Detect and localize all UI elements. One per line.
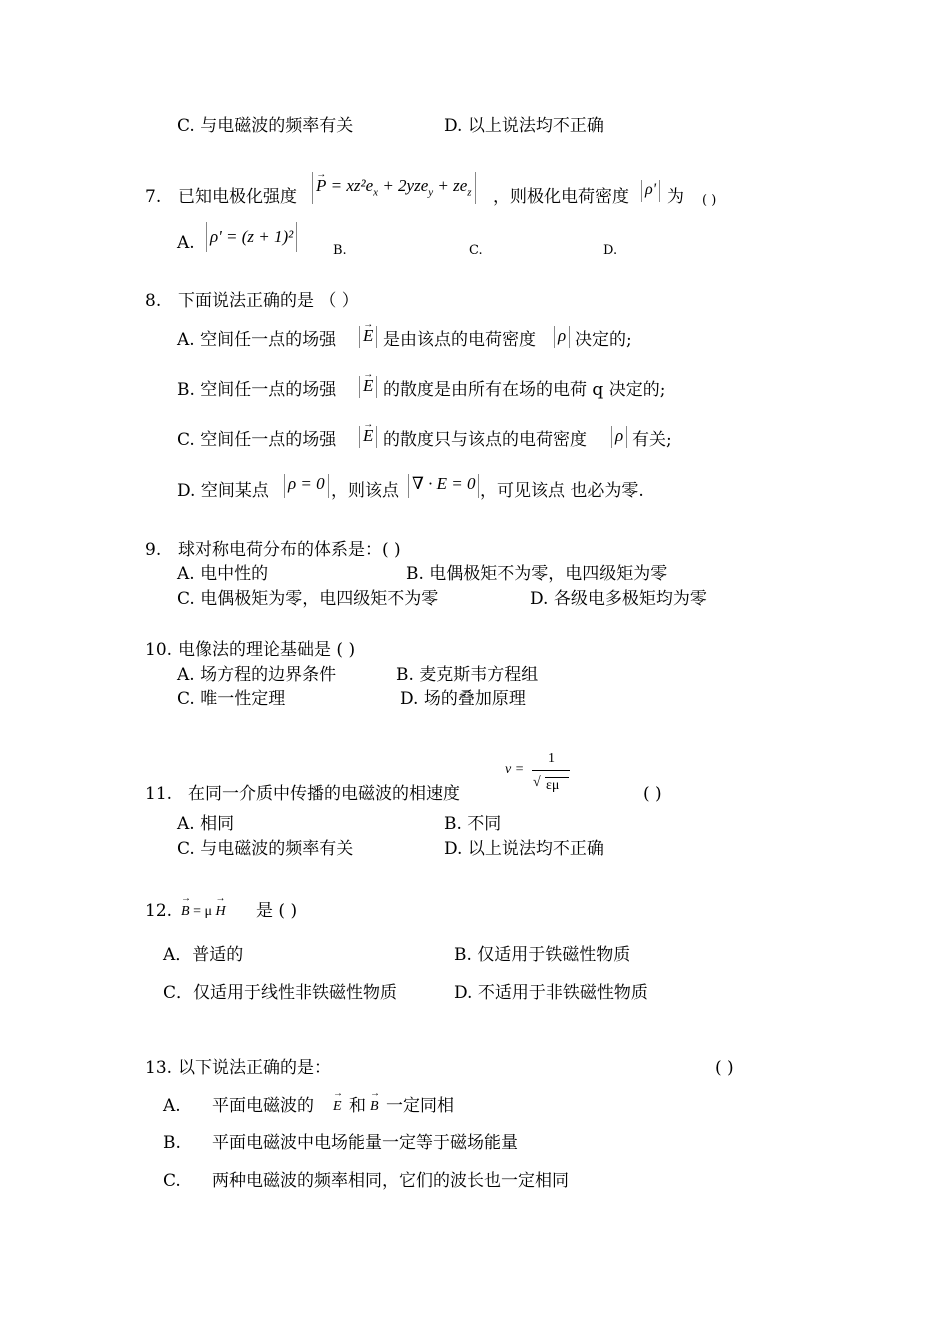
q8-option-d-2: ，则该点 <box>331 481 399 501</box>
q11-fraction-numerator: 1 <box>548 751 555 766</box>
q9-option-d: D. 各级电多极矩均为零 <box>530 589 707 609</box>
q8-option-c-E <box>359 426 377 448</box>
q13-number: 13. <box>145 1058 173 1078</box>
q7-formula-term1: = xz²e <box>330 176 374 195</box>
q13-option-a-E <box>333 1099 342 1115</box>
q11-v-equals: v = <box>505 762 525 777</box>
q9-number: 9. <box>145 540 162 560</box>
q9-option-c: C. 电偶极矩为零，电四级矩不为零 <box>177 589 439 609</box>
q7-number: 7. <box>145 187 162 207</box>
q11-option-d: D. 以上说法均不正确 <box>444 839 604 859</box>
q7-polarization-formula: → $P = xz^2e_x + 2yze_y + ze_z$ <box>312 172 476 204</box>
q8-option-d-1: D. 空间某点 <box>177 481 269 501</box>
q8-option-a-rho: ρ <box>554 326 570 348</box>
q8-option-a-2: 是由该点的电荷密度 <box>383 330 536 350</box>
q13-option-c-label: C. <box>163 1171 181 1191</box>
H-vector: → H <box>215 904 225 920</box>
B-vector: → B <box>181 904 190 920</box>
q7-option-a-formula: ρ' = (z + 1)² <box>206 222 297 252</box>
q8-option-d-divergence: ∇ · E = 0 <box>408 474 479 498</box>
q8-stem: 下面说法正确的是 （ ） <box>178 291 359 311</box>
q8-option-d-3: ，可见该点 也必为零. <box>480 481 644 501</box>
q8-option-c-1: C. 空间任一点的场强 <box>177 430 337 450</box>
q6-option-c: C. 与电磁波的频率有关 <box>177 116 354 136</box>
q11-sqrt-sign: √ <box>533 775 541 790</box>
q13-option-a-1: 平面电磁波的 <box>212 1096 314 1116</box>
q7-option-d: D. <box>603 243 618 258</box>
q9-option-a: A. 电中性的 <box>177 564 269 584</box>
q13-option-a-3: 一定同相 <box>386 1096 454 1116</box>
q10-option-d: D. 场的叠加原理 <box>400 689 526 709</box>
q13-option-c: 两种电磁波的频率相同，它们的波长也一定相同 <box>212 1171 569 1191</box>
q12-stem: 是 ( ) <box>256 901 298 921</box>
q8-option-a-E <box>359 326 377 348</box>
q13-option-a-2: 和 <box>349 1096 366 1116</box>
q12-option-a: A．普适的 <box>163 945 244 965</box>
q11-option-b: B. 不同 <box>444 814 502 834</box>
q12-number: 12. <box>145 901 173 921</box>
q10-option-b: B. 麦克斯韦方程组 <box>396 665 539 685</box>
q8-option-a-1: A. 空间任一点的场强 <box>177 330 337 350</box>
q13-stem: 以下说法正确的是： <box>178 1058 331 1078</box>
q7-option-a: A. <box>177 233 195 253</box>
q9-stem: 球对称电荷分布的体系是：( ) <box>178 540 401 560</box>
q11-stem: 在同一介质中传播的电磁波的相速度 <box>188 784 460 804</box>
q8-option-c-rho: ρ <box>611 426 627 448</box>
q6-option-d: D. 以上说法均不正确 <box>444 116 604 136</box>
q8-option-c-2: 的散度只与该点的电荷密度 <box>383 430 587 450</box>
q8-number: 8. <box>145 291 162 311</box>
q13-answer-paren: ( ) <box>715 1058 734 1078</box>
q12-option-c: C．仅适用于线性非铁磁性物质 <box>163 983 398 1003</box>
q7-stem-b: ，则极化电荷密度 <box>493 187 629 207</box>
q8-option-b-1: B. 空间任一点的场强 <box>177 380 337 400</box>
q7-option-b: B. <box>333 243 347 258</box>
E-vector: → E <box>363 326 373 346</box>
q10-number: 10. <box>145 640 173 660</box>
q11-fraction-denominator: εμ <box>546 778 560 793</box>
q13-option-a-B <box>370 1099 379 1115</box>
q7-formula-term2: + 2yze <box>382 176 429 195</box>
q7-stem-c: 为 <box>667 187 684 207</box>
q12-equation <box>181 904 226 920</box>
q10-option-a: A. 场方程的边界条件 <box>177 665 337 685</box>
q7-stem-a: 已知电极化强度 <box>178 187 297 207</box>
q8-option-a-3: 决定的; <box>575 330 632 350</box>
q11-fraction-bar <box>532 770 570 771</box>
q8-option-d-rho-zero: ρ = 0 <box>284 474 329 498</box>
q7-option-c: C. <box>469 243 483 258</box>
E-vector: → E <box>363 376 373 396</box>
q7-P-vector: → P <box>316 172 326 200</box>
q11-answer-paren: ( ) <box>643 784 662 804</box>
q11-number: 11. <box>145 784 173 804</box>
B-vector: → B <box>370 1099 379 1115</box>
q8-option-b-2: 的散度是由所有在场的电荷 q 决定的; <box>383 380 666 400</box>
q12-equals-mu: = μ <box>193 904 212 919</box>
q11-option-c: C. 与电磁波的频率有关 <box>177 839 354 859</box>
q7-formula-term3: + ze <box>437 176 468 195</box>
q12-option-d: D. 不适用于非铁磁性物质 <box>454 983 648 1003</box>
q12-option-b: B. 仅适用于铁磁性物质 <box>454 945 631 965</box>
q9-option-b: B. 电偶极矩不为零，电四级矩为零 <box>406 564 668 584</box>
q11-option-a: A. 相同 <box>177 814 235 834</box>
q10-option-c: C. 唯一性定理 <box>177 689 286 709</box>
q7-rho-prime: ρ' <box>641 180 660 202</box>
q8-option-b-E <box>359 376 377 398</box>
q10-stem: 电像法的理论基础是 ( ) <box>178 640 356 660</box>
q8-option-c-3: 有关; <box>632 430 672 450</box>
q13-option-b: 平面电磁波中电场能量一定等于磁场能量 <box>212 1133 518 1153</box>
E-vector: → E <box>363 426 373 446</box>
E-vector: → E <box>333 1099 342 1115</box>
q13-option-a-label: A. <box>163 1096 181 1116</box>
q7-answer-paren: ( ) <box>702 193 717 208</box>
q13-option-b-label: B. <box>163 1133 181 1153</box>
